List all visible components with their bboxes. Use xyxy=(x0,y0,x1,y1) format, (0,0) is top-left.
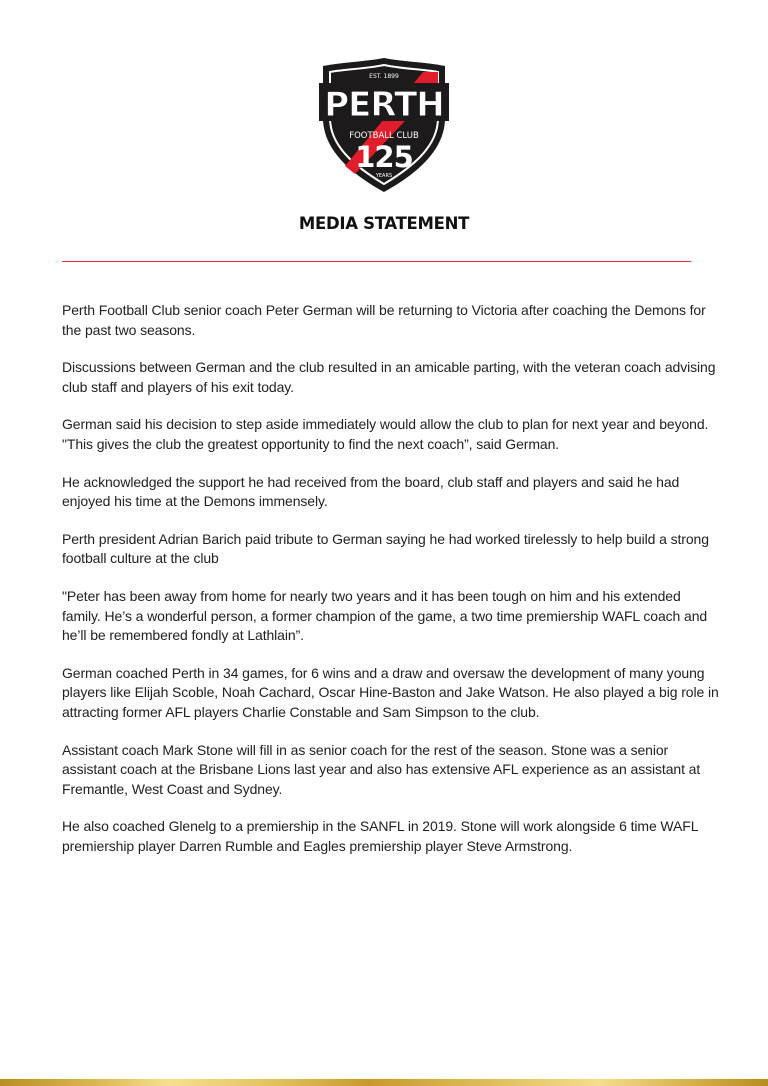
title-divider xyxy=(62,261,691,262)
page-title: MEDIA STATEMENT xyxy=(298,214,470,233)
logo-name: PERTH xyxy=(324,85,444,125)
paragraph: He acknowledged the support he had received from the board, club staff and players and said he had enjoyed his time at the Demons immensely. xyxy=(62,473,680,510)
paragraph: German said his decision to step aside immediately would allow the club to plan for next year and beyond. "This gives the club the greatest opportunity to find the next coach”, said German. xyxy=(62,416,709,452)
paragraph: Assistant coach Mark Stone will fill in as senior coach for the rest of the season. Stone was a senior assistant coach at the Brisbane Lions last year and also has extensive AFL experience as an assistant at Fremantle, West Coast and Sydney. xyxy=(62,741,701,797)
paragraph: Perth Football Club senior coach Peter German will be returning to Victoria after coaching the Demons for the past two seasons. xyxy=(62,302,706,338)
logo-anniversary: 125 xyxy=(355,140,413,174)
paragraph: "Peter has been away from home for nearly two years and it has been tough on him and his extended family. He’s a wonderful person, a former champion of the game, a two time premiership WAFL coach and he’ll be remembered fondly at Lathlain”. xyxy=(62,587,708,644)
footer-gold-bar xyxy=(0,1079,768,1086)
logo-established: EST. 1899 xyxy=(369,73,399,80)
logo-anniversary-unit: YEARS xyxy=(375,173,393,179)
paragraph: German coached Perth in 34 games, for 6 wins and a draw and oversaw the development of many young players like Elijah Scoble, Noah Cachard, Oscar Hine-Baston and Jake Watson. He also played a big role in attracting former AFL players Charlie Constable and Sam Simpson to the club. xyxy=(62,664,719,720)
paragraph: He also coached Glenelg to a premiership in the SANFL in 2019. Stone will work alongside 6 time WAFL premiership player Darren Rumble and Eagles premiership player Steve Armstrong. xyxy=(62,818,698,854)
perth-fc-logo xyxy=(315,56,453,194)
paragraph: Perth president Adrian Barich paid tribute to German saying he had worked tirelessly to help build a strong football culture at the club xyxy=(62,530,709,567)
logo-subtitle: FOOTBALL CLUB xyxy=(349,131,419,141)
statement-body xyxy=(62,301,722,874)
paragraph: Discussions between German and the club resulted in an amicable parting, with the veteran coach advising club staff and players of his exit today. xyxy=(62,359,716,395)
